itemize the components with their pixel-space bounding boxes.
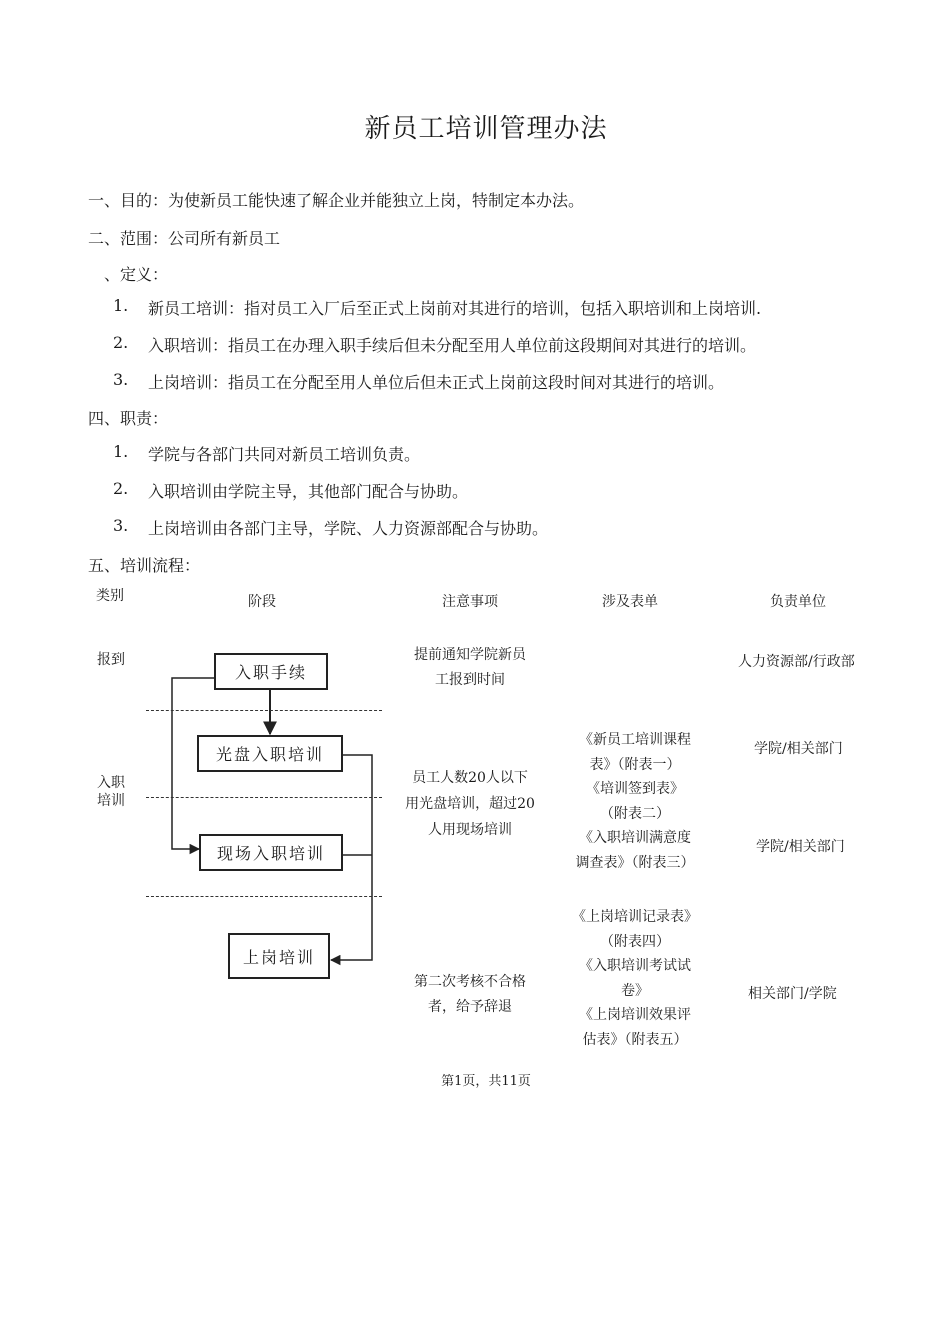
notes-line: 者，给予辞退 <box>428 998 512 1015</box>
owner-cell: 学院/相关部门 <box>754 741 843 757</box>
flow-step-post-training: 上岗培训 <box>228 933 330 979</box>
list-item: 上岗培训：指员工在分配至用人单位后但未正式上岗前这段时间对其进行的培训。 <box>148 373 725 392</box>
page-title: 新员工培训管理办法 <box>364 114 608 144</box>
forms-line: 调查表》（附表三） <box>575 854 695 871</box>
notes-cell <box>395 765 545 843</box>
list-item: 入职培训：指员工在办理入职手续后但未分配至用人单位前这段期间对其进行的培训。 <box>148 336 757 355</box>
header-stage: 阶段 <box>248 594 276 610</box>
forms-cell <box>560 905 710 1052</box>
section-flow-heading: 五、培训流程： <box>88 556 201 575</box>
owner-cell: 学院/相关部门 <box>756 839 845 855</box>
notes-line: 工报到时间 <box>435 671 505 688</box>
forms-line: （附表四） <box>600 933 670 950</box>
forms-line: 估表》（附表五） <box>582 1031 688 1048</box>
notes-line: 第二次考核不合格 <box>414 974 526 990</box>
flow-step-onsite-training: 现场入职培训 <box>199 834 343 871</box>
header-notes: 注意事项 <box>442 594 498 610</box>
list-item-number: 2. <box>113 479 129 498</box>
page-number: 第1页，共11页 <box>441 1074 531 1089</box>
flow-step-onboarding-procedures: 入职手续 <box>214 653 328 690</box>
list-item: 学院与各部门共同对新员工培训负责。 <box>148 445 421 464</box>
notes-line: 员工人数20人以下 <box>412 770 528 786</box>
row-separator <box>146 896 382 897</box>
flow-step-disc-training: 光盘入职培训 <box>197 735 343 772</box>
forms-cell <box>560 728 710 875</box>
list-item-number: 1. <box>113 296 129 315</box>
forms-line: 卷》 <box>621 982 649 999</box>
section-scope: 二、范围：公司所有新员工 <box>88 229 281 248</box>
notes-cell <box>400 970 540 1019</box>
forms-line: 《入职培训满意度 <box>579 830 691 846</box>
list-item: 入职培训由学院主导，其他部门配合与协助。 <box>148 482 469 501</box>
section-purpose: 一、目的：为使新员工能快速了解企业并能独立上岗，特制定本办法。 <box>88 191 585 210</box>
list-item: 上岗培训由各部门主导，学院、人力资源部配合与协助。 <box>148 519 549 538</box>
list-item-number: 1. <box>113 442 129 461</box>
list-item-number: 3. <box>113 370 129 389</box>
row-separator <box>146 710 382 711</box>
forms-line: 《上岗培训记录表》 <box>572 909 698 925</box>
category-onboard-line: 入职 <box>97 775 125 791</box>
forms-line: 《上岗培训效果评 <box>579 1007 691 1023</box>
owner-cell: 人力资源部/行政部 <box>738 654 855 670</box>
forms-line: （附表二） <box>600 805 670 822</box>
forms-line: 《培训签到表》 <box>586 781 684 797</box>
notes-line: 提前通知学院新员 <box>414 647 526 663</box>
header-owner: 负责单位 <box>770 594 826 610</box>
section-duties-heading: 四、职责： <box>88 409 169 428</box>
header-forms: 涉及表单 <box>602 594 658 610</box>
notes-line: 人用现场培训 <box>428 822 512 838</box>
list-item: 新员工培训：指对员工入厂后至正式上岗前对其进行的培训，包括入职培训和上岗培训. <box>148 299 762 318</box>
list-item-number: 2. <box>113 333 129 352</box>
category-report: 报到 <box>97 652 125 668</box>
owner-cell: 相关部门/学院 <box>748 986 837 1002</box>
notes-cell <box>400 643 540 692</box>
notes-line: 用光盘培训，超过20 <box>405 796 535 812</box>
section-definition-heading: 、定义： <box>104 265 169 284</box>
header-category: 类别 <box>96 588 124 604</box>
forms-line: 《入职培训考试试 <box>579 958 691 974</box>
category-onboard-line: 培训 <box>97 793 125 809</box>
row-separator <box>146 797 382 798</box>
list-item-number: 3. <box>113 516 129 535</box>
forms-line: 《新员工培训课程 <box>579 732 691 748</box>
forms-line: 表》（附表一） <box>589 756 681 773</box>
